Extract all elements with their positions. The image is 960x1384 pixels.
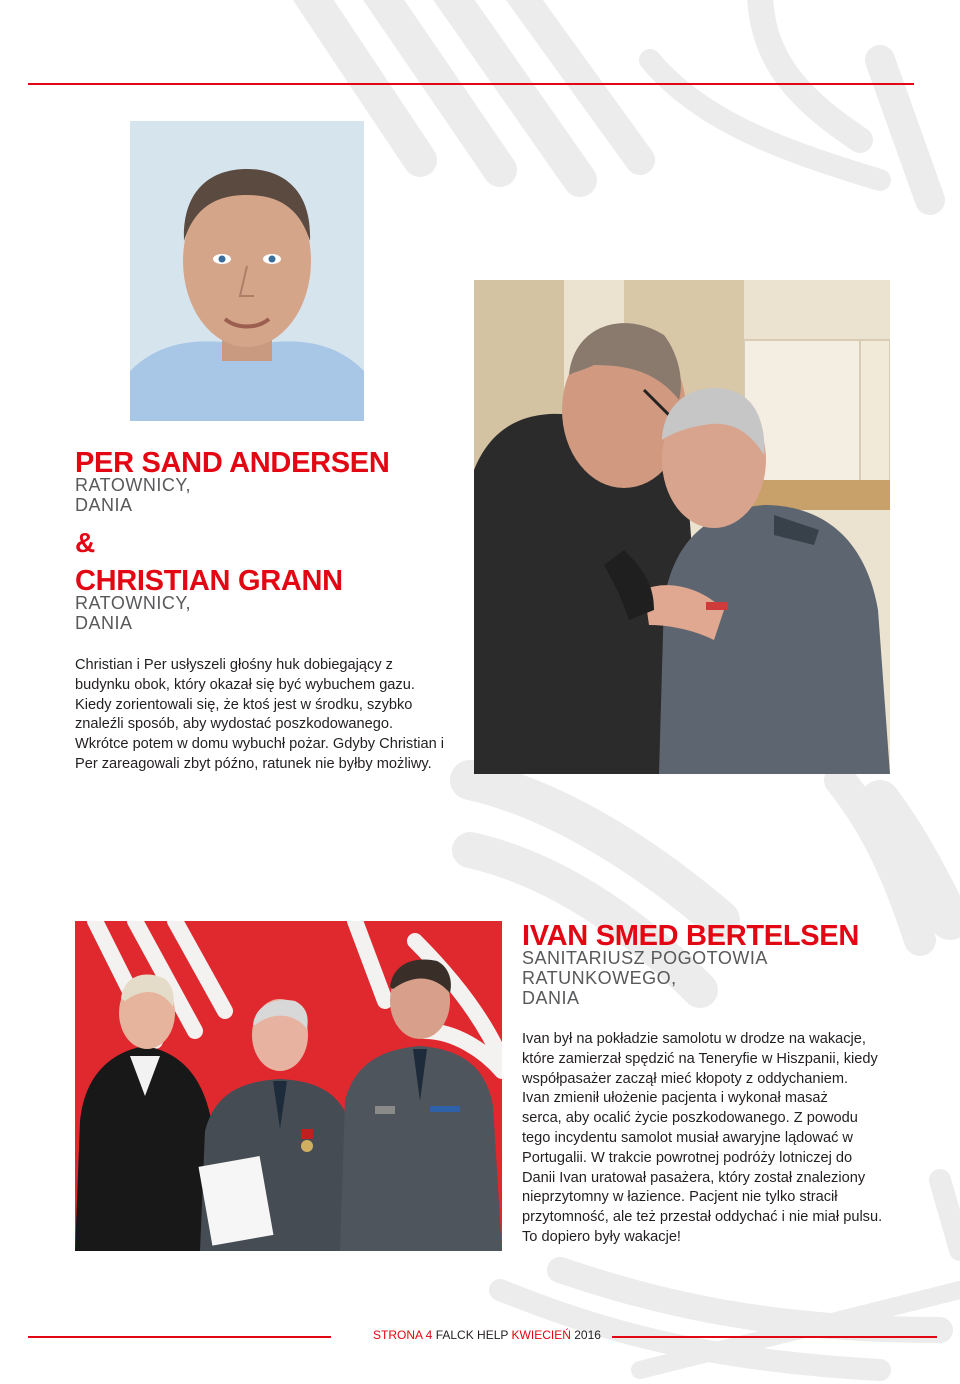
text-line: znaleźli sposób, aby wydostać poszkodowanego. xyxy=(75,716,394,733)
story-per-christian xyxy=(75,656,444,775)
text-line: Ivan zmienił ułożenie pacjenta i wykonał masaż xyxy=(522,1090,828,1107)
issue-month: KWIECIEŃ xyxy=(511,1328,571,1342)
text-line: Danii Ivan uratował pasażera, który został znaleziony xyxy=(522,1169,866,1186)
text-line: tego incydentu samolot musiał awaryjne lądować w xyxy=(522,1129,853,1146)
ampersand: & xyxy=(75,527,96,558)
text-line: współpasażer zaczął mieć kłopoty z oddychaniem. xyxy=(522,1070,849,1087)
text-line: budynku obok, który okazał się być wybuchem gazu. xyxy=(75,676,415,693)
text-line: które zamierzał spędzić na Teneryfie w Hiszpanii, kiedy xyxy=(522,1050,878,1067)
role-line: DANIA xyxy=(522,988,580,1008)
role-line: RATOWNICY, xyxy=(75,593,192,613)
medal-ceremony-photo xyxy=(474,280,890,774)
text-line: serca, aby ocalić życie poszkodowanego. Z powodu xyxy=(522,1110,858,1127)
issue-year: 2016 xyxy=(574,1328,601,1342)
name-ivan-smed-bertelsen: IVAN SMED BERTELSEN xyxy=(522,920,859,952)
text-line: nieprzytomny w łazience. Pacjent nie tylko stracił xyxy=(522,1189,838,1206)
text-line: Kiedy zorientowali się, że ktoś jest w środku, szybko xyxy=(75,696,413,713)
page-footer xyxy=(373,1328,601,1342)
text-line: Wkrótce potem w domu wybuchł pożar. Gdyby Christian i xyxy=(75,736,445,753)
group-flag-photo xyxy=(75,921,502,1251)
text-line: Per zareagowali zbyt późno, ratunek nie byłby możliwy. xyxy=(75,755,432,772)
text-line: Ivan był na pokładzie samolotu w drodze na wakacje, xyxy=(522,1031,866,1047)
text-line: przytomność, ale też przestał oddychać i nie miał pulsu. xyxy=(522,1209,883,1226)
name-per-sand-andersen: PER SAND ANDERSEN xyxy=(75,447,390,479)
footer-rule-right xyxy=(612,1336,937,1338)
portrait-photo xyxy=(130,121,364,421)
text-line: Portugalii. W trakcie powrotnej podróży lotniczej do xyxy=(522,1149,853,1166)
story-ivan xyxy=(522,1030,882,1248)
page-number: STRONA 4 xyxy=(373,1328,433,1342)
role-line: RATOWNICY, xyxy=(75,475,192,495)
name-christian-grann: CHRISTIAN GRANN xyxy=(75,565,343,597)
role-per xyxy=(75,475,191,515)
text-line: To dopiero były wakacje! xyxy=(522,1228,681,1245)
role-line: RATUNKOWEGO, xyxy=(522,968,677,988)
role-line: DANIA xyxy=(75,613,133,633)
top-rule xyxy=(28,83,914,85)
role-christian xyxy=(75,593,191,633)
role-line: SANITARIUSZ POGOTOWIA xyxy=(522,948,768,968)
role-line: DANIA xyxy=(75,495,133,515)
text-line: Christian i Per usłyszeli głośny huk dobiegający z xyxy=(75,657,393,673)
brand-name: FALCK HELP xyxy=(435,1328,509,1342)
footer-rule-left xyxy=(28,1336,331,1338)
role-ivan xyxy=(522,948,768,1008)
